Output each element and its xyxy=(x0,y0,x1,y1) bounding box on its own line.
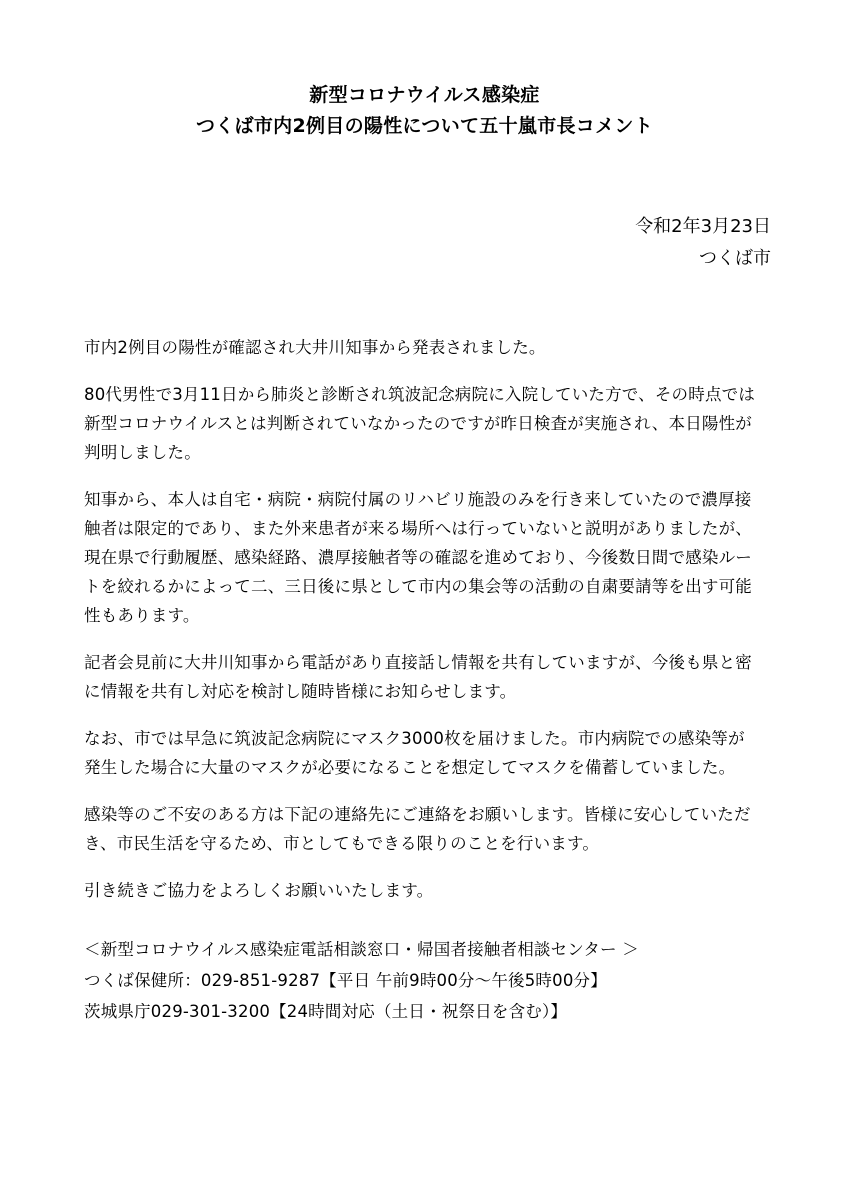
paragraph-line: 触者は限定的であり、また外来患者が来る場所へは行っていないと説明がありましたが、 xyxy=(84,519,752,538)
document-title xyxy=(0,80,849,142)
paragraph-line: 判明しました。 xyxy=(84,443,201,462)
date-issuer-block xyxy=(635,211,771,275)
contact-heading: ＜新型コロナウイルス感染症電話相談窓口・帰国者接触者相談センター ＞ xyxy=(84,940,639,959)
paragraph-line: に情報を共有し対応を検討し随時皆様にお知らせします。 xyxy=(84,682,517,701)
paragraph-line: 市内2例目の陽性が確認され大井川知事から発表されました。 xyxy=(84,338,546,357)
paragraph-line: 新型コロナウイルスとは判断されていなかったのですが昨日検査が実施され、本日陽性が xyxy=(84,414,752,433)
body-paragraph xyxy=(84,485,774,630)
contact-block xyxy=(84,934,784,1027)
document-issuer: つくば市 xyxy=(699,248,771,269)
body-paragraph xyxy=(84,648,774,706)
contact-tsukuba-health-center: つくば保健所：029-851-9287【平日 午前9時00分～午後5時00分】 xyxy=(84,971,607,990)
document-body xyxy=(84,333,774,923)
paragraph-line: 現在県で行動履歴、感染経路、濃厚接触者等の確認を進めており、今後数日間で感染ルー xyxy=(84,548,752,567)
paragraph-line: 記者会見前に大井川知事から電話があり直接話し情報を共有していますが、今後も県と密 xyxy=(84,653,752,672)
body-paragraph xyxy=(84,876,774,905)
paragraph-line: 知事から、本人は自宅・病院・病院付属のリハビリ施設のみを行き来していたので濃厚接 xyxy=(84,490,752,509)
body-paragraph xyxy=(84,800,774,858)
paragraph-line: 発生した場合に大量のマスクが必要になることを想定してマスクを備蓄していました。 xyxy=(84,758,736,777)
paragraph-line: なお、市では早急に筑波記念病院にマスク3000枚を届けました。市内病院での感染等が xyxy=(84,729,745,748)
title-line-2: つくば市内2例目の陽性について五十嵐市長コメント xyxy=(195,115,654,137)
title-line-1: 新型コロナウイルス感染症 xyxy=(309,84,540,106)
body-paragraph xyxy=(84,333,774,362)
body-paragraph xyxy=(84,380,774,467)
paragraph-line: 感染等のご不安のある方は下記の連絡先にご連絡をお願いします。皆様に安心していただ xyxy=(84,805,751,824)
paragraph-line: トを絞れるかによって二、三日後に県として市内の集会等の活動の自粛要請等を出す可能 xyxy=(84,577,752,596)
body-paragraph xyxy=(84,724,774,782)
paragraph-line: 性もあります。 xyxy=(84,606,200,625)
document-date: 令和2年3月23日 xyxy=(635,216,771,237)
paragraph-line: 引き続きご協力をよろしくお願いいたします。 xyxy=(84,881,434,900)
contact-ibaraki-prefecture: 茨城県庁029-301-3200【24時間対応（土日・祝祭日を含む）】 xyxy=(84,1002,568,1021)
paragraph-line: 80代男性で3月11日から肺炎と診断され筑波記念病院に入院していた方で、その時点では xyxy=(84,385,756,404)
paragraph-line: き、市民生活を守るため、市としてもできる限りのことを行います。 xyxy=(84,834,600,853)
